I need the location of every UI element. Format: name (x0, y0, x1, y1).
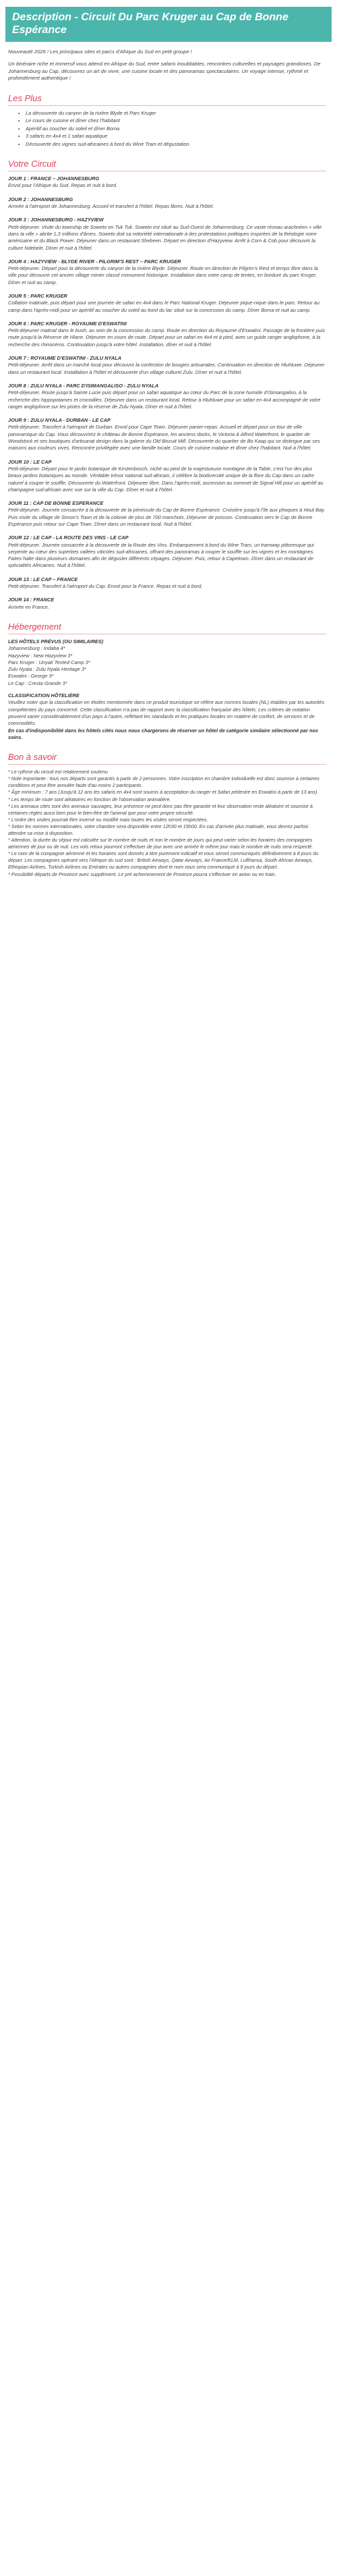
day-title: JOUR 9 : ZULU NYALA - DURBAN - LE CAP (8, 417, 111, 424)
section-title-hebergement: Hébergement (8, 622, 326, 634)
classification-note: En cas d'indisponibilité dans les hôtels cités nous nous chargerons de réserver un hôtel de catégorie similaire sélectionné par nos soins. (8, 727, 319, 740)
notes (8, 769, 326, 878)
day-item (8, 258, 326, 286)
day-description: Petit-déjeuner. Transfert à l'aéroport du Cap. Envol pour la France. Repas et nuit à bord. (8, 583, 203, 590)
note-item: * Possibilité départs de Province avec supplément. Le pré acheminement de Province pourra s'effectuer en avion ou en train. (8, 871, 276, 877)
note-item: * Attention, la durée du séjour est calculée sur le nombre de nuits et non le nombre de jours qui peut varier selon les horaires des compagnies aériennes de jour ou de nuit. Les vols retour pourront s'effectuer de jour avec une arrivée le même jour mais le nombre de nuits sera respecté. (8, 837, 313, 850)
day-description: Arrivée à l'aéroport de Johannesburg. Accueil et transfert à l'hôtel. Repas libres. Nuit à l'hôtel. (8, 203, 214, 210)
day-description: Petit-déjeuner. Route jusqu'à Sainte Lucie puis départ pour un safari aquatique au cœur du Parc de la zone humide d'iSimangaliso, à la recherche des hippopotames et crocodiles. Déjeuner dans un restaurant local. Retour à Hluhluwe pour un safari en 4x4 accompagné de votre ranger anglophone sur les pistes de la réserve de Zulu Nyala. Dîner et nuit à l'hôtel. (8, 389, 321, 410)
hotel-item: Parc Kruger : Unyati Tented Camp 3* (8, 659, 90, 665)
day-description: Petit-déjeuner matinal dans le bush, au sein de la concession du camp. Route en direction du Royaume d'Eswatini. Passage de la frontière puis route jusqu'à la Réserve de Hlane. Déjeuner en cours de route. Départ pour un safari en 4x4 et à pied, avec un guide ranger anglophone, à la recherche des rhinocéros. Continuation jusqu'à votre hôtel. Installation, dîner et nuit à l'hôtel. (8, 327, 326, 348)
day-item (8, 175, 326, 190)
day-item (8, 417, 326, 451)
day-description: Envol pour l'Afrique du Sud. Repas et nuit à bord. (8, 182, 118, 189)
day-title: JOUR 11 : CAP DE BONNE ESPERANCE (8, 500, 104, 507)
page (0, 7, 337, 878)
section-title-plus: Les Plus (8, 93, 326, 106)
note-item: * Le rythme du circuit est relativement soutenu (8, 769, 108, 775)
day-title: JOUR 8 : ZULU NYALA - PARC D'ISIMANGALISO - ZULU NYALA (8, 382, 159, 389)
day-title: JOUR 4 : HAZYVIEW - BLYDE RIVER - PILGRIM'S REST – PARC KRUGER (8, 258, 181, 265)
intro-tagline: Nouveauté 2026 ! Les principaux sites et parcs d'Afrique du Sud en petit groupe ! (8, 49, 192, 55)
hotel-item: Zulu Nyala : Zulu Nyala Heritage 3* (8, 666, 86, 673)
hotel-item: Eswatini : George 3* (8, 673, 54, 680)
list-item: • Découverte des vignes sud-africaines à bord du Wine Tram et dégustation (26, 141, 326, 148)
day-item (8, 321, 326, 348)
note-item: * Les temps de route sont aléatoires en fonction de l'observation animalière. (8, 796, 171, 802)
day-item (8, 459, 326, 493)
hotel-item: Johannesburg : Indaba 4* (8, 645, 65, 652)
content (0, 49, 337, 878)
list-item: • Apéritif au coucher du soleil et dîner Boma (26, 126, 326, 133)
note-item: * Le nom de la compagnie aérienne et les horaires sont donnés à titre purement indicatif et vous seront communiqués définitivement à 8 jours du départ. Les compagnies opérant vers l'Afrique du sud sont : British Airways, Qatar Airways, Air France/KLM, Lufthansa, South African Airways, Ethiopian Airlines, Turkish Airlines ou Emirates ou autres compagnies dont le nom vous sera communiqué à 8 jours du départ. (8, 850, 319, 871)
day-title: JOUR 13 : LE CAP – FRANCE (8, 576, 78, 582)
day-title: JOUR 12 : LE CAP - LA ROUTE DES VINS - LE CAP (8, 535, 129, 541)
day-title: JOUR 1 : FRANCE – JOHANNESBURG (8, 175, 100, 182)
hotel-item: Le Cap : Cresta Grande 3* (8, 680, 67, 686)
page-title: Description - Circuit Du Parc Kruger au Cap de Bonne Espérance (5, 7, 332, 42)
hotel-list (8, 645, 326, 687)
day-item (8, 576, 326, 591)
day-title: JOUR 6 : PARC KRUGER - ROYAUME D'ESWATINI (8, 320, 127, 327)
day-description: Petit-déjeuner. Visite du township de Soweto en Tuk Tuk. Soweto est situé au Sud-Ouest de Johannesburg. Ce vaste réseau arachnéen « ville dans la ville » abrite 1,3 millions d'âmes. Soweto doit sa notoriété internationale à des protestations politiques inspirées de la théologie noire américaine et du Black Power. Déjeuner dans un restaurant Shebeen. Départ en direction d'Hazyview. Arrêt à Corn & Cob pour découvrir la culture Ndebele. Dîner et nuit à l'hôtel. (8, 223, 322, 251)
list-item: • 3 safaris en 4x4 et 1 safari aquatique (26, 133, 326, 140)
day-item (8, 293, 326, 314)
day-title: JOUR 5 : PARC KRUGER (8, 292, 67, 299)
classification-text: Veuillez noter que la classification en étoiles mentionnée dans ce produit touristique se réfère aux normes locales (NL) établies par les autorités compétentes du pays concerné. Cette classification n'a pas de rapport avec la classification française des hôtels. Les critères de notation peuvent varier considérablement d'un pays à l'autre, reflétant les standards et les pratiques locales en matière de confort, de services et de commodités. (8, 699, 325, 727)
day-item (8, 500, 326, 528)
list-item: • La découverte du canyon de la rivière Blyde et Parc Kruger (26, 110, 326, 117)
day-description: Petit-déjeuner. Journée consacrée à la découverte de la Route des Vins. Embarquement à bord du Wine Tram, un tramway pittoresque qui serpente au cœur des superbes vallées viticoles sud-africaines, offrant des panoramas à couper le souffle sur les vignes et les montagnes. Faites halte dans plusieurs domaines afin de déguster différents cépages. Déjeuner. Puis, retour à Capetown. Dîner dans un restaurant de spécialités Africaines. Nuit à l'hôtel. (8, 541, 315, 569)
day-title: JOUR 14 : FRANCE (8, 597, 55, 603)
note-item: * Âge minimum : 7 ans (Jusqu'à 12 ans les safaris en 4x4 sont soumis à acceptation du ranger et Safari pédestre en Eswatini à partir de 13 ans) (8, 789, 317, 796)
hotels-title: LES HÔTELS PRÉVUS (OU SIMILAIRES) (8, 638, 104, 645)
section-title-circuit: Votre Circuit (8, 159, 326, 171)
classification-title: CLASSIFICATION HÔTELIÈRE (8, 692, 80, 699)
note-item: * Selon les normes internationales, votre chambre sera disponible entre 12h30 et 15h00. En cas d'arrivée plus matinale, vous devrez parfois attendre sa mise à disposition. (8, 823, 309, 836)
day-item (8, 355, 326, 376)
day-description: Petit-déjeuner. Transfert à l'aéroport de Durban. Envol pour Cape Town. Déjeuner panier-repas. Accueil et départ pour un tour de ville panoramique du Cap. Vous découvrirez le château de Bonne Espérance, les anciens docks, le Victoria & Alfred Waterfront, le quartier de Woodstock et ses boutiques d'artisanat design dans la galerie du Old Biscuit Mill. Découverte du quartier de Bo Kaap qui se distingue par ses maisons aux couleurs vives. Rencontre privilégiée avec une famille locale. Cours de cuisine malaise et dîner chez l'habitant. Nuit à l'hôtel. (8, 424, 320, 451)
hotel-item: Hazyview : New Hazyview 3* (8, 652, 73, 659)
day-item (8, 535, 326, 569)
note-item: * Note importante : tous nos départs sont garantis à partir de 2 personnes. Votre inscription en chambre individuelle est donc soumise à certaines conditions et peut être annulée faute d'au moins 2 participants. (8, 775, 319, 789)
section-title-bon-a-savoir: Bon à savoir (8, 752, 326, 765)
day-description: Collation matinale, puis départ pour une journée de safari en 4x4 dans le Parc National Kruger. Déjeuner pique-nique dans le parc. Retour au camp dans l'après-midi pour un apéritif au coucher du soleil au bord du lac situé sur la concession du camp. Dîner Boma et nuit au camp. (8, 300, 319, 313)
day-description: Petit-déjeuner. Journée consacrée à la découverte de la péninsule du Cap de Bonne Espérance. Croisière jusqu'à l'île aux phoques à Hout Bay. Puis visite du village de Simon's Town et de la colonie de plus de 700 manchots. Déjeuner de poisson. Continuation vers le Cap de Bonne Espérance puis retour sur Cape Town. Dîner dans un restaurant local. Nuit à l'hôtel. (8, 507, 326, 527)
day-item (8, 597, 326, 611)
day-item (8, 196, 326, 211)
note-item: * L'ordre des visites pourrait être inversé ou modifié mais toutes les visites seront respectées. (8, 816, 208, 823)
day-title: JOUR 7 : ROYAUME D'ESWATINI - ZULU NYALA (8, 355, 122, 362)
day-description: Arrivée en France. (8, 603, 49, 610)
list-item: • Le cours de cuisine et dîner chez l'habitant (26, 117, 326, 125)
day-title: JOUR 10 : LE CAP (8, 458, 52, 465)
hotels (8, 638, 326, 741)
note-item: * Les animaux cités sont des animaux sauvages, leur présence ne peut donc pas être garantie et leur observation reste aléatoire et soumise à certaines règles aussi bien pour le bien-être de l'animal que pour votre propre sécurité. (8, 802, 313, 816)
day-title: JOUR 3 : JOHANNESBURG - HAZYVIEW (8, 217, 104, 223)
day-description: Petit-déjeuner. Départ pour la découverte du canyon de la rivière Blyde. Déjeuner. Route en direction de Pilgrim's Rest et temps libre dans la ville pour découvrir cet ancien village minier classé monument historique. Installation dans votre camp de tentes, en bordure du parc Kruger. Dîner et nuit au camp. (8, 265, 318, 285)
itinerary (8, 175, 326, 611)
day-title: JOUR 2 : JOHANNESBURG (8, 196, 73, 202)
plus-list (26, 110, 326, 148)
day-description: Petit-déjeuner. Départ pour le jardin botanique de Kirstenbosch, niché au pied de la majestueuse montagne de la Table, c'est l'un des plus beaux jardins botaniques au monde. Véritable trésor national sud-africain, il célèbre la biodiversité unique de la flore du Cap dans un cadre naturel à couper le souffle. Découverte du Waterfront. Déjeuner libre. Dans l'après-midi, ascension au sommet de Signal Hill pour un apéritif au champagne sud-africain avec vue sur la ville du Cap. Dîner et nuit à l'hôtel. (8, 465, 324, 493)
day-item (8, 217, 326, 251)
day-item (8, 383, 326, 410)
intro-text: Un itinéraire riche et immersif vous attend en Afrique du Sud, entre safaris inoubliables, rencontres culturelles et paysages grandioses. De Johannesburg au Cap, découvrez un art de vivre, une cuisine locale et des panoramas spectaculaires. Un voyage intense, rythmé et profondément authentique ! (8, 61, 321, 82)
day-description: Petit-déjeuner. Arrêt dans un marché local pour découvrir la confection de bougies artisanales. Continuation en direction de Hluhluwe. Déjeuner dans un restaurant local. Installation à l'hôtel et découverte d'un village culturel Zulu. Dîner et nuit à l'hôtel. (8, 362, 325, 375)
intro (8, 49, 326, 82)
